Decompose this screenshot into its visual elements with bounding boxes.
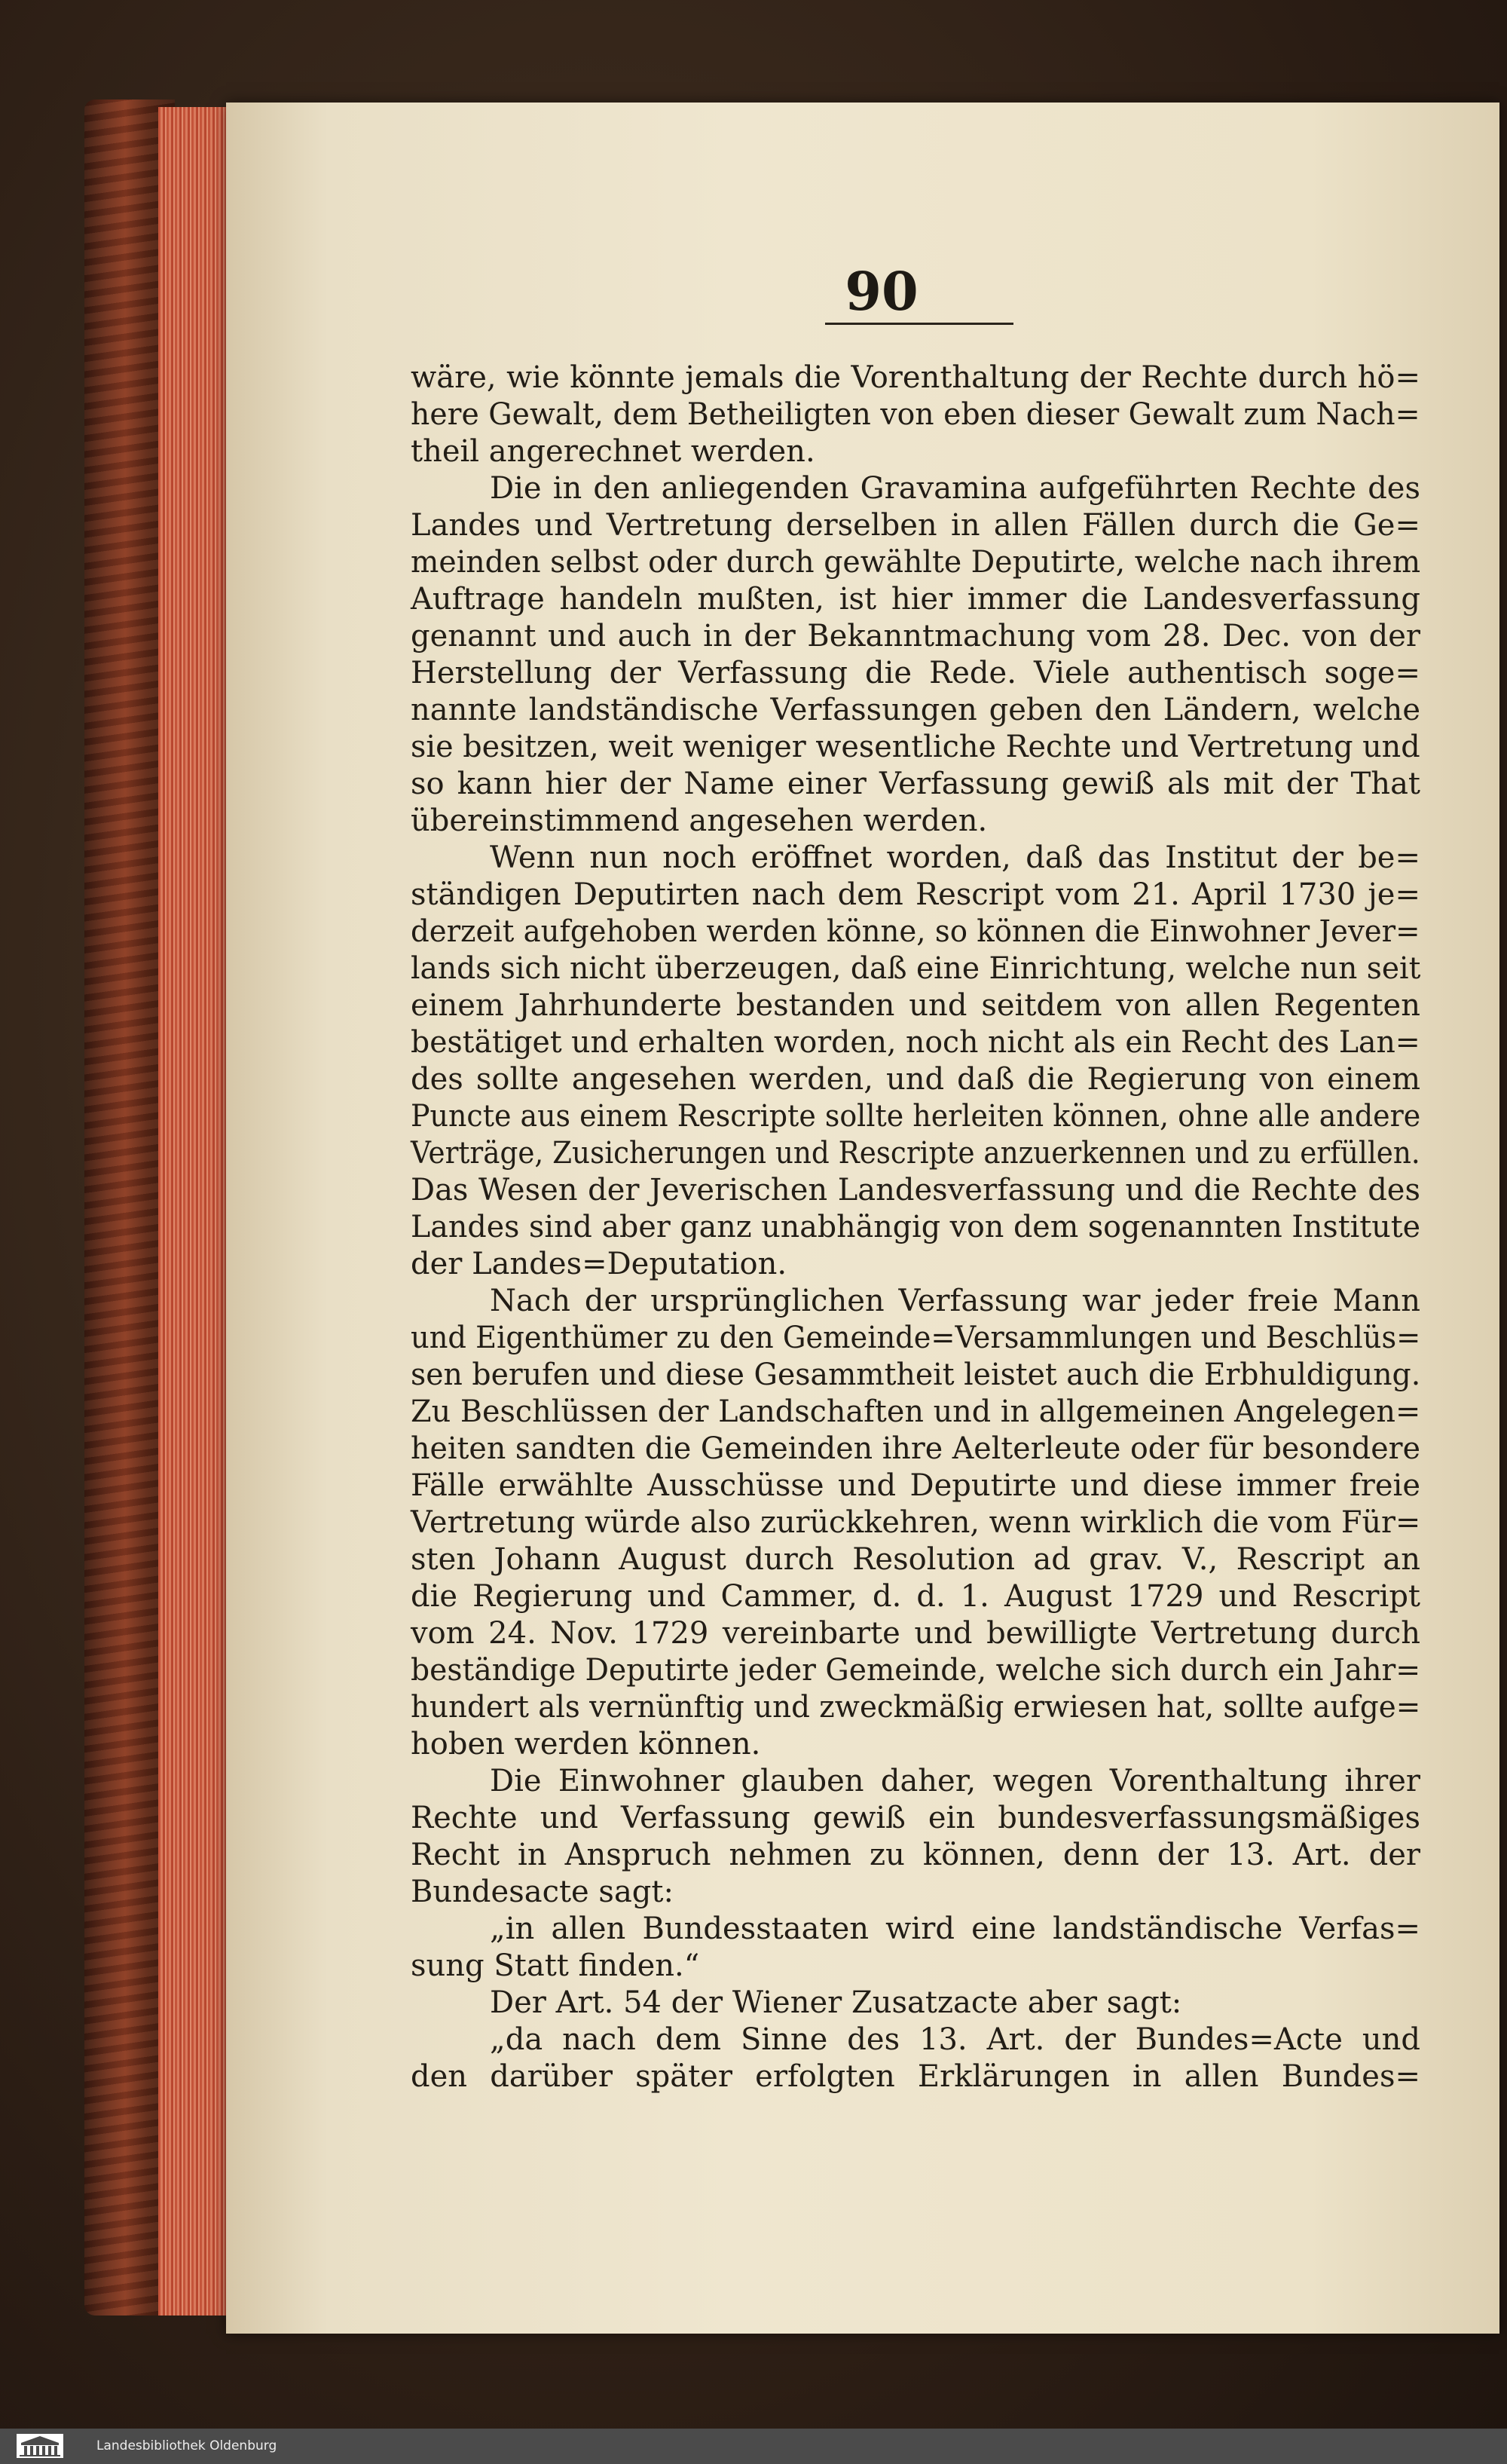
page-number: 90 (845, 260, 919, 323)
text-line: beständige Deputirte jeder Gemeinde, welche sich durch ein Jahr= (411, 1653, 1421, 1688)
text-line: theil angerechnet werden. (411, 434, 815, 469)
text-line: Puncte aus einem Rescripte sollte herleiten können, ohne alle andere (411, 1099, 1421, 1134)
text-line: derzeit aufgehoben werden könne, so können die Einwohner Jever= (411, 914, 1420, 949)
page-number-rule (825, 323, 1013, 325)
text-line: der Landes=Deputation. (411, 1247, 787, 1281)
text-line: nannte landständische Verfassungen geben den Ländern, welche (411, 693, 1420, 727)
text-line: Die Einwohner glauben daher, wegen Vorenthaltung ihrer (490, 1764, 1420, 1798)
text-line: genannt und auch in der Bekanntmachung vom 28. Dec. von der (411, 619, 1420, 653)
text-line: hoben werden können. (411, 1727, 761, 1762)
text-line: Auftrage handeln mußten, ist hier immer die Landesverfassung (411, 582, 1420, 617)
text-line: sie besitzen, weit weniger wesentliche Rechte und Vertretung und (411, 730, 1420, 764)
text-line: Fälle erwählte Ausschüsse und Deputirte und diese immer freie (411, 1468, 1420, 1503)
text-line: Das Wesen der Jeverischen Landesverfassung und die Rechte des (411, 1173, 1420, 1208)
text-line: ständigen Deputirten nach dem Rescript vom 21. April 1730 je= (411, 877, 1420, 912)
text-line: Bundesacte sagt: (411, 1875, 674, 1909)
text-line: Rechte und Verfassung gewiß ein bundesverfassungsmäßiges (411, 1801, 1420, 1835)
text-line: Wenn nun noch eröffnet worden, daß das Institut der be= (490, 840, 1420, 875)
text-line: sung Statt finden.“ (411, 1948, 700, 1983)
text-line: meinden selbst oder durch gewählte Deputirte, welche nach ihrem (411, 545, 1421, 580)
library-building-icon (17, 2434, 63, 2458)
text-line: sten Johann August durch Resolution ad grav. V., Rescript an (411, 1542, 1420, 1577)
text-line: die Regierung und Cammer, d. d. 1. August 1729 und Rescript (411, 1579, 1420, 1614)
text-line: Zu Beschlüssen der Landschaften und in allgemeinen Angelegen= (411, 1394, 1421, 1429)
text-line: „in allen Bundesstaaten wird eine landständische Verfas= (490, 1912, 1420, 1946)
text-line: übereinstimmend angesehen werden. (411, 803, 988, 838)
text-line: „da nach dem Sinne des 13. Art. der Bundes=Acte und (490, 2022, 1420, 2057)
text-line: wäre, wie könnte jemals die Vorenthaltung der Rechte durch hö= (411, 360, 1420, 395)
text-line: Nach der ursprünglichen Verfassung war jeder freie Mann (490, 1284, 1420, 1318)
text-line: so kann hier der Name einer Verfassung gewiß als mit der That (411, 767, 1420, 801)
text-line: Landes und Vertretung derselben in allen Fällen durch die Ge= (411, 508, 1420, 543)
text-line: Herstellung der Verfassung die Rede. Viele authentisch soge= (411, 656, 1420, 690)
text-line: des sollte angesehen werden, und daß die Regierung von einem (411, 1062, 1420, 1097)
text-line: Die in den anliegenden Gravamina aufgeführten Rechte des (490, 471, 1420, 506)
text-line: vom 24. Nov. 1729 vereinbarte und bewilligte Vertretung durch (411, 1616, 1420, 1651)
text-line: den darüber später erfolgten Erklärungen in allen Bundes= (411, 2059, 1420, 2094)
footer-bar (0, 2429, 1507, 2464)
text-line: bestätiget und erhalten worden, noch nicht als ein Recht des Lan= (411, 1025, 1420, 1060)
text-line: sen berufen und diese Gesammtheit leistet auch die Erbhuldigung. (411, 1357, 1421, 1392)
text-line: Recht in Anspruch nehmen zu können, denn der 13. Art. der (411, 1838, 1420, 1872)
text-line: heiten sandten die Gemeinden ihre Aelterleute oder für besondere (411, 1431, 1420, 1466)
text-line: Vertretung würde also zurückkehren, wenn wirklich die vom Für= (411, 1505, 1421, 1540)
text-line: Landes sind aber ganz unabhängig von dem sogenannten Institute (411, 1210, 1421, 1244)
text-line: einem Jahrhunderte bestanden und seitdem von allen Regenten (411, 988, 1420, 1023)
text-line: Verträge, Zusicherungen und Rescripte anzuerkennen und zu erfüllen. (411, 1136, 1420, 1171)
text-line: here Gewalt, dem Betheiligten von eben dieser Gewalt zum Nach= (411, 397, 1420, 432)
text-line: Der Art. 54 der Wiener Zusatzacte aber sagt: (490, 1985, 1182, 2020)
text-line: hundert als vernünftig und zweckmäßig erwiesen hat, sollte aufge= (411, 1690, 1421, 1725)
text-line: und Eigenthümer zu den Gemeinde=Versammlungen und Beschlüs= (411, 1321, 1421, 1355)
library-name: Landesbibliothek Oldenburg (96, 2438, 277, 2453)
text-line: lands sich nicht überzeugen, daß eine Einrichtung, welche nun seit (411, 951, 1421, 986)
